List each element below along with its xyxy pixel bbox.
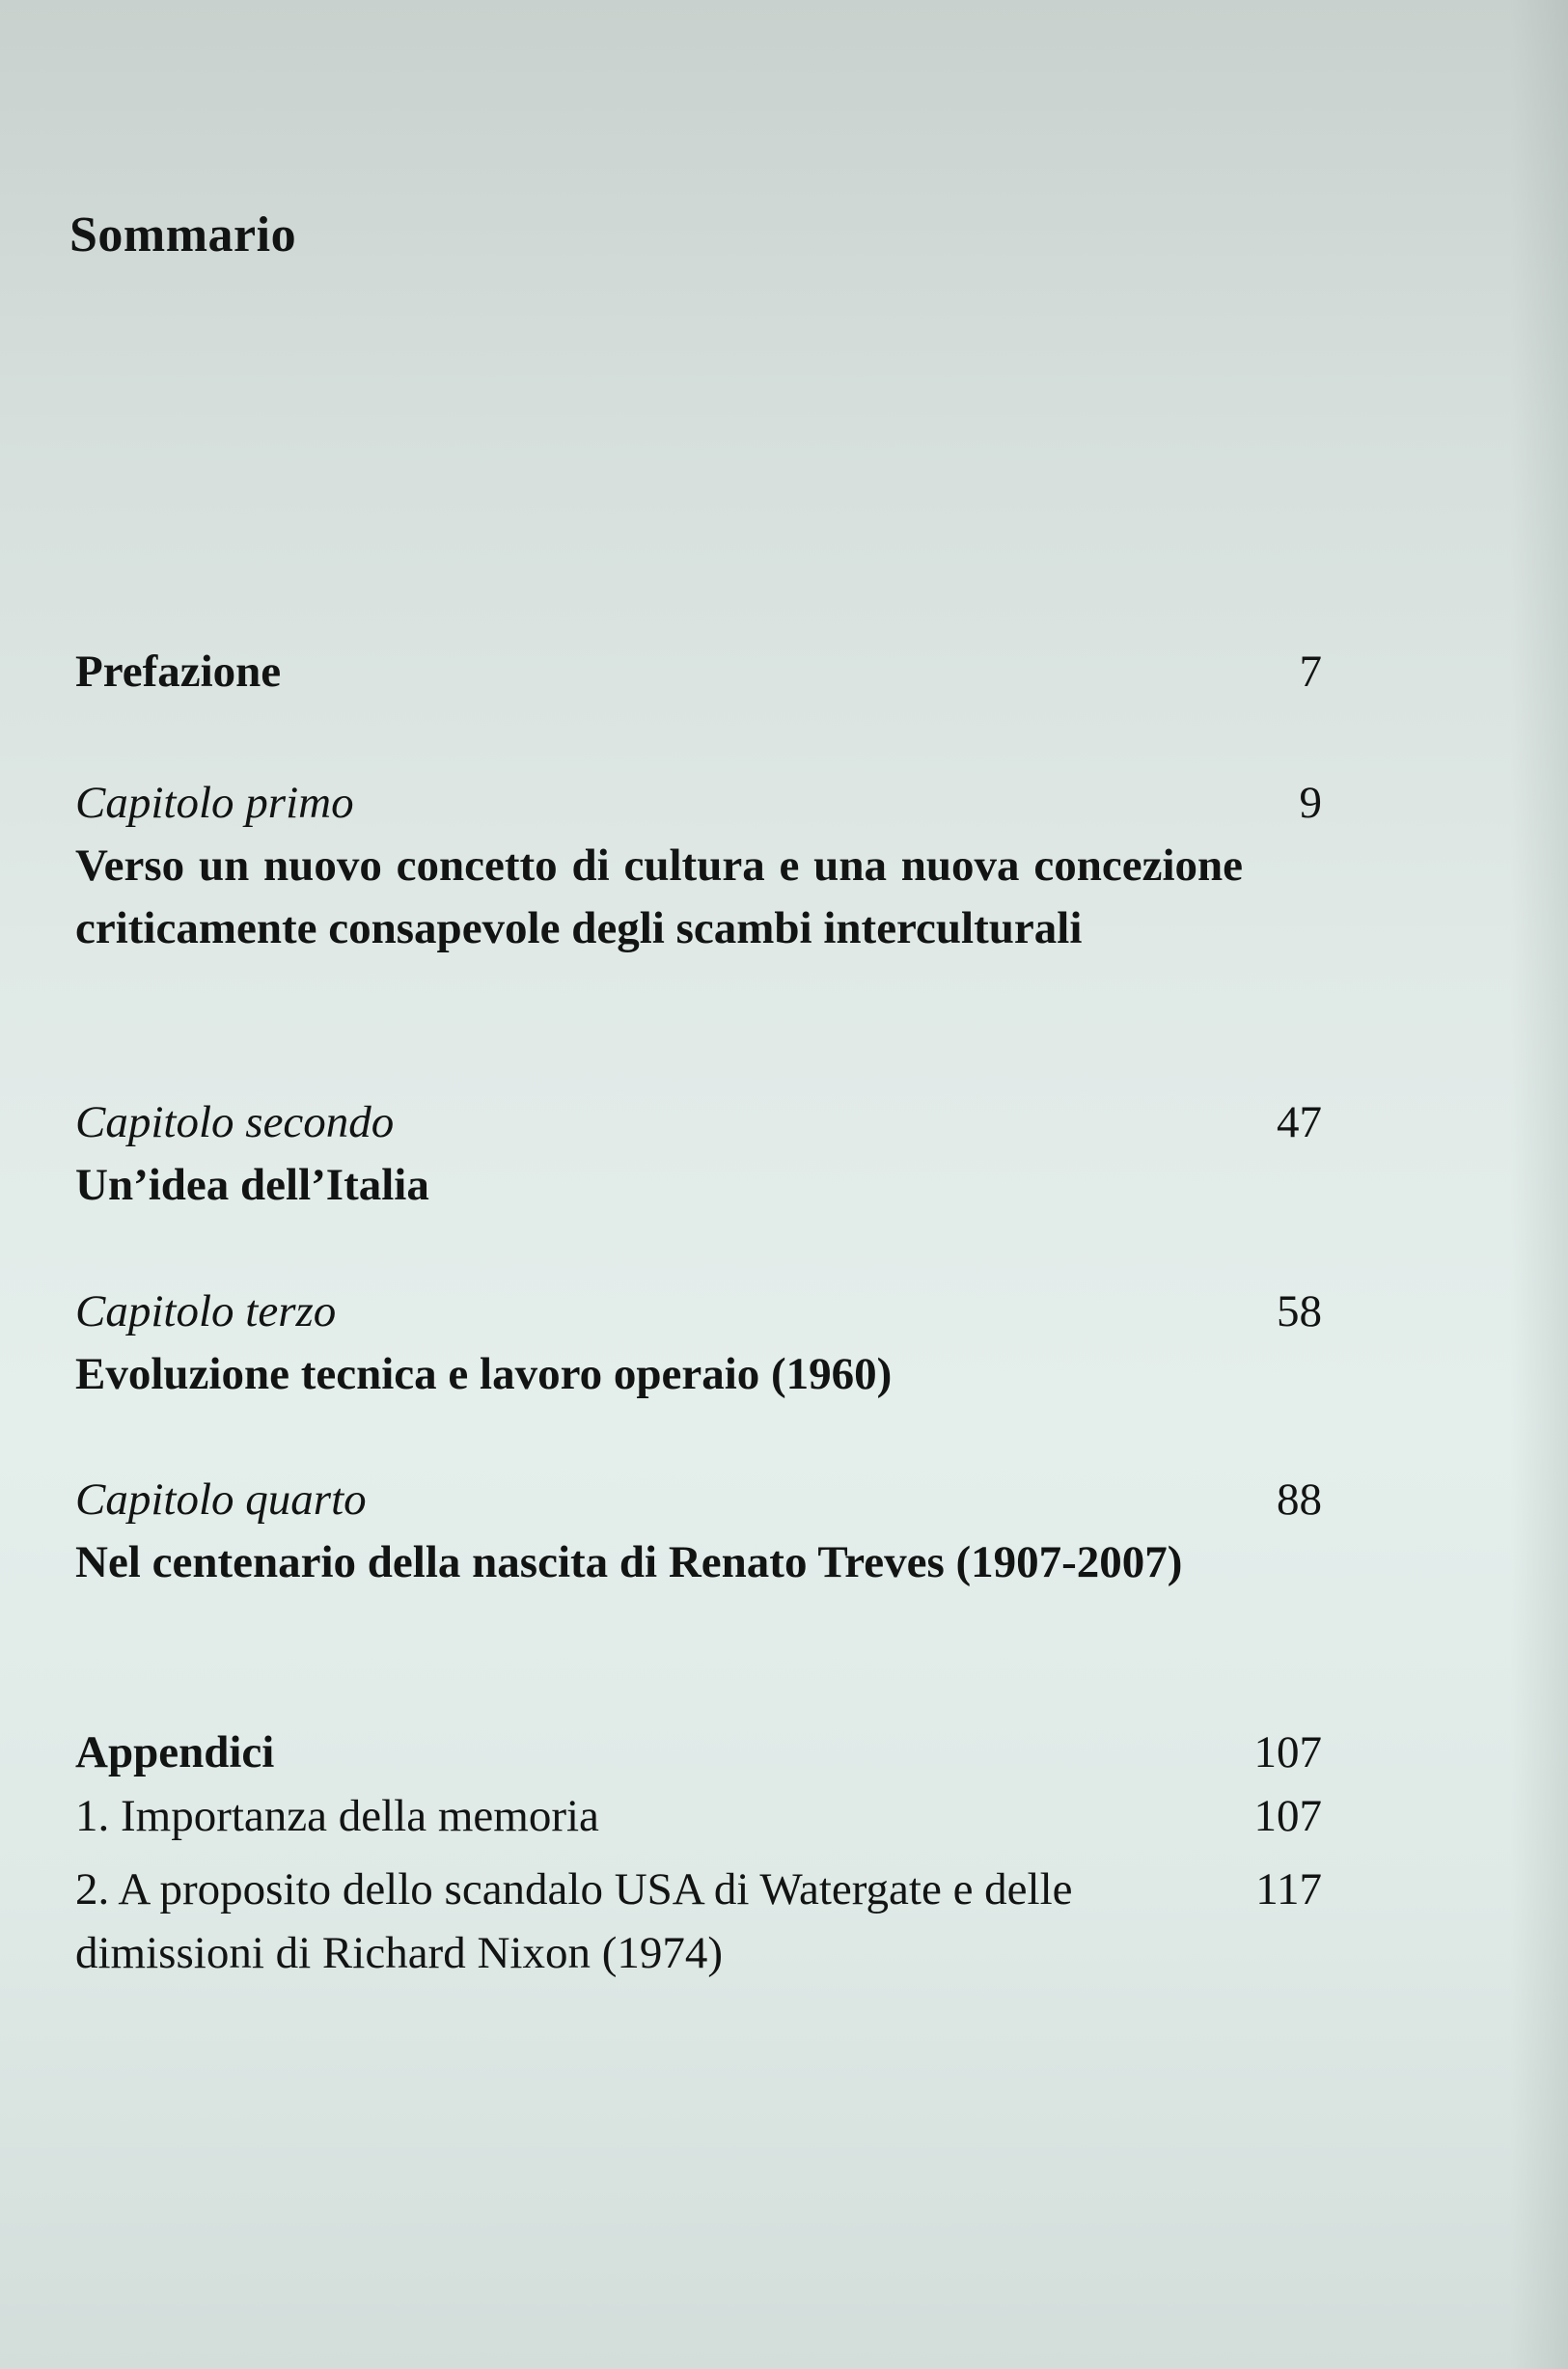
toc-page-number: 107: [1253, 1727, 1322, 1777]
appendix-item: [75, 1784, 1322, 1848]
chapter-label: Capitolo primo: [75, 778, 354, 828]
chapter-label: Capitolo quarto: [75, 1474, 367, 1525]
chapter-label: Capitolo secondo: [75, 1097, 395, 1147]
appendix-item: [75, 1858, 1322, 1985]
toc-page-number: 9: [1299, 778, 1322, 828]
chapter-label: Capitolo terzo: [75, 1286, 337, 1336]
chapter-title: Evoluzione tecnica e lavoro operaio (1960): [75, 1349, 893, 1399]
toc-entry-chapter-4: [75, 1468, 1322, 1594]
page-edge-shadow: [1510, 0, 1568, 2369]
toc-page-number: 88: [1277, 1474, 1322, 1525]
page-title: Sommario: [69, 207, 297, 262]
toc-page-number: 7: [1299, 647, 1322, 697]
toc-entry-chapter-1: [75, 771, 1322, 960]
toc-entry-chapter-2: [75, 1090, 1322, 1217]
toc-page-number: 58: [1277, 1286, 1322, 1336]
chapter-title: Nel centenario della nascita di Renato Treves (1907-2007): [75, 1537, 1183, 1587]
toc-page-number: 107: [1253, 1791, 1322, 1841]
appendix-item-text: 2. A proposito dello scandalo USA di Watergate e delle dimissioni di Richard Nixon (1974): [75, 1864, 1073, 1978]
toc-heading-prefazione: Prefazione: [75, 647, 282, 697]
toc-entry-chapter-3: [75, 1280, 1322, 1406]
toc-page-number: 47: [1277, 1097, 1322, 1147]
chapter-title: Verso un nuovo concetto di cultura e una nuova concezione criticamente consapevole degli scambi interculturali: [75, 840, 1243, 953]
toc-page-number: 117: [1255, 1864, 1322, 1914]
toc-entry-prefazione: [75, 640, 1322, 703]
toc-heading-appendici: Appendici: [75, 1727, 275, 1777]
appendix-item-text: 1. Importanza della memoria: [75, 1791, 599, 1841]
toc-entry-appendici: [75, 1721, 1322, 1985]
chapter-title: Un’idea dell’Italia: [75, 1160, 429, 1210]
